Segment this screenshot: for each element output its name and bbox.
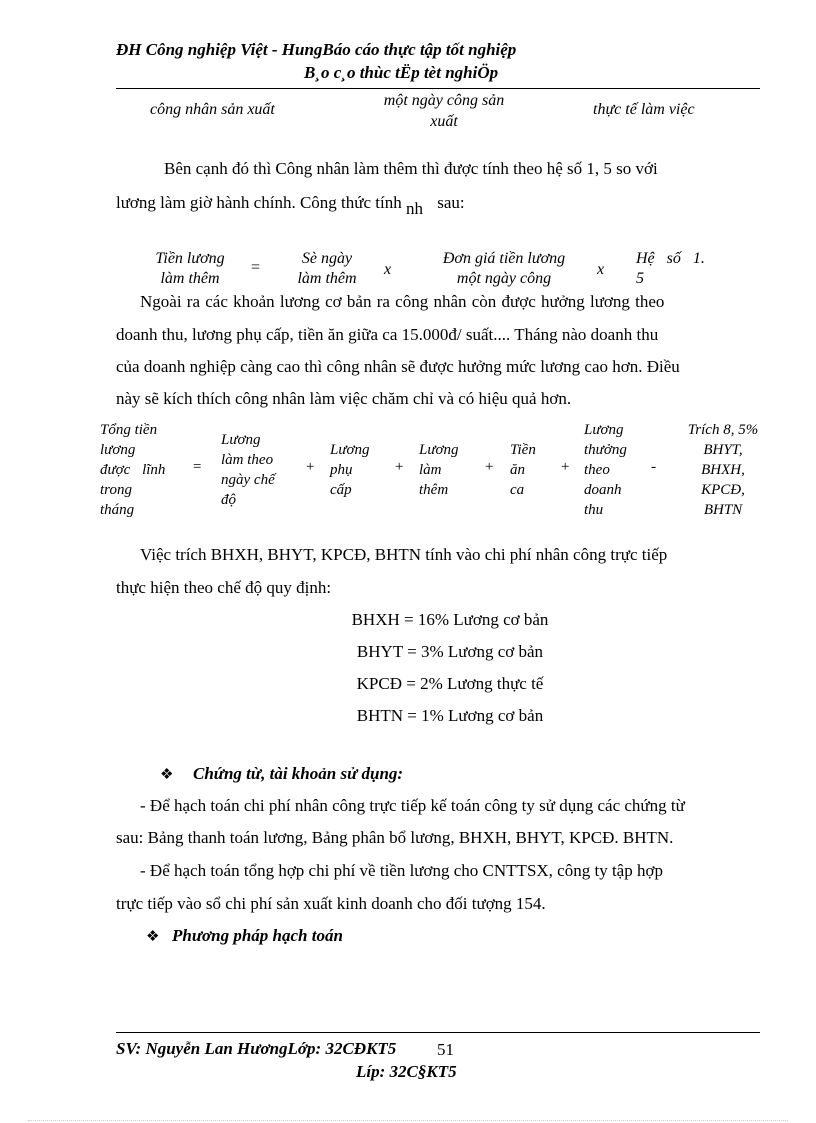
para3-line1: Việc trích BHXH, BHYT, KPCĐ, BHTN tính vào chi phí nhân công trực tiếp: [140, 545, 668, 564]
f2-t6-l1: Lương: [584, 422, 624, 438]
f2-t3-l1: Lương: [330, 442, 370, 458]
f2-t6-l5: thu: [584, 502, 604, 518]
rate-kpcd: KPCĐ = 2% Lương thực tế: [356, 674, 544, 693]
f2-t7-l2: BHYT,: [703, 442, 743, 458]
top-row-col1: công nhân sản xuất: [150, 101, 275, 118]
para4-line1: - Để hạch toán chi phí nhân công trực tiếp kế toán công ty sử dụng các chứng từ: [140, 796, 685, 815]
f2-t7-l5: BHTN: [703, 502, 743, 518]
f2-working-day-salary: [221, 430, 297, 510]
para2-line4: này sẽ kích thích công nhân làm việc chăm chỉ và có hiệu quả hơn.: [116, 389, 572, 408]
f2-t5-l3: ca: [510, 482, 525, 498]
diamond-bullet-icon: ❖: [160, 767, 174, 783]
f1-equals: =: [251, 259, 261, 276]
f1-term2-line2: làm thêm: [297, 270, 357, 287]
para2-line2: doanh thu, lương phụ cấp, tiền ăn giữa ca 15.000đ/ suất.... Tháng nào doanh thu: [116, 325, 659, 344]
f1-term1-line2: làm thêm: [160, 270, 220, 287]
f2-t1-l2: lương: [100, 442, 136, 458]
para4-line4: trực tiếp vào sổ chi phí sản xuất kinh doanh cho đối tượng 154.: [116, 894, 546, 913]
para1-line2-b: nh: [405, 199, 423, 218]
top-row-col2a: một ngày công sản: [383, 92, 505, 109]
f2-t2-l1: Lương: [221, 432, 261, 448]
header-rule: [116, 88, 760, 89]
f1-term3-line1: Đơn giá tiền lương: [442, 250, 566, 267]
f2-t5-l2: ăn: [510, 462, 525, 478]
f2-plus3: +: [484, 459, 495, 475]
rate-bhxh: BHXH = 16% Lương cơ bản: [351, 610, 549, 629]
f1-times1: x: [384, 261, 392, 278]
rate-bhyt: BHYT = 3% Lương cơ bản: [356, 642, 544, 661]
top-row-col3: thực tế làm việc: [593, 101, 695, 118]
section-heading-method: Phương pháp hạch toán: [172, 926, 343, 945]
para1-line2-c: sau:: [437, 193, 465, 212]
f2-t1-l5: tháng: [100, 502, 135, 518]
f2-t6-l4: doanh: [584, 482, 622, 498]
f2-total-salary: [100, 420, 184, 520]
f2-allowance: [330, 440, 370, 500]
f2-t1-l4: trong: [100, 482, 132, 498]
f2-overtime: [419, 440, 459, 500]
header-title: ĐH Công nghiệp Việt - HungBáo cáo thực tập tốt nghiệp: [116, 40, 517, 59]
para4-line3: - Để hạch toán tổng hợp chi phí về tiền lương cho CNTTSX, công ty tập hợp: [140, 861, 663, 880]
f2-equals: =: [192, 459, 203, 475]
para2-line1: Ngoài ra các khoản lương cơ bản ra công nhân còn được hưởng lương theo: [140, 292, 665, 311]
f2-t7-l3: BHXH,: [701, 462, 745, 478]
f2-t2-l4: độ: [221, 492, 236, 508]
f2-t4-l1: Lương: [419, 442, 459, 458]
f2-t1-l1: Tổng tiền: [100, 422, 158, 438]
top-row-col2b: xuất: [430, 113, 458, 130]
f2-t1-l3: được lĩnh: [100, 462, 166, 478]
f2-t4-l2: làm: [419, 462, 442, 478]
f1-term1-line1: Tiền lương: [155, 250, 225, 267]
section-heading-documents: Chứng từ, tài khoản sử dụng:: [193, 764, 404, 783]
f2-t2-l2: làm theo: [221, 452, 274, 468]
f2-t3-l2: phụ: [330, 462, 353, 478]
f1-term2-line1: Sè ngày: [301, 250, 353, 267]
para2-line3: của doanh nghiệp càng cao thì công nhân sẽ được hưởng mức lương cao hơn. Điều: [116, 357, 680, 376]
f2-t7-l4: KPCĐ,: [701, 482, 745, 498]
para1-line2: [116, 193, 465, 218]
page-edge-line: [28, 1120, 788, 1121]
f2-t5-l1: Tiền: [510, 442, 536, 458]
f2-minus: -: [651, 459, 656, 475]
para4-line2: sau: Bảng thanh toán lương, Bảng phân bổ lương, BHXH, BHYT, KPCĐ. BHTN.: [116, 828, 674, 847]
footer-rule: [116, 1032, 760, 1033]
header-subtitle: B¸o c¸o thùc tËp tèt nghiÖp: [304, 63, 499, 82]
f2-plus1: +: [305, 459, 316, 475]
f2-deductions: [676, 420, 770, 520]
diamond-bullet-icon: ❖: [146, 929, 160, 945]
footer-student: SV: Nguyễn Lan HươngLớp: 32CĐKT5: [116, 1039, 397, 1058]
f2-t2-l3: ngày chế: [221, 472, 275, 488]
f2-t6-l3: theo: [584, 462, 610, 478]
f2-t4-l3: thêm: [419, 482, 449, 498]
para3-line2: thực hiện theo chế độ quy định:: [116, 578, 332, 597]
para1-line1: Bên cạnh đó thì Công nhân làm thêm thì được tính theo hệ số 1, 5 so với: [164, 159, 658, 178]
f2-meal: [510, 440, 536, 500]
f2-t7-l1: Trích 8, 5%: [687, 422, 759, 438]
f1-term4-line1: Hệ số 1.: [636, 250, 705, 267]
para1-line2-a: lương làm giờ hành chính. Công thức tính: [116, 193, 402, 212]
f1-times2: x: [597, 261, 605, 278]
f2-t3-l3: cấp: [330, 482, 352, 498]
f2-t6-l2: thưởng: [584, 442, 627, 458]
f2-plus4: +: [560, 459, 571, 475]
footer-class: Líp: 32C§KT5: [356, 1062, 457, 1081]
f1-term4-line2: 5: [636, 270, 644, 287]
f2-revenue-bonus: [584, 420, 627, 520]
f2-plus2: +: [394, 459, 405, 475]
page-number: 51: [437, 1040, 454, 1059]
f1-term3-line2: một ngày công: [456, 270, 552, 287]
rate-bhtn: BHTN = 1% Lương cơ bản: [356, 706, 544, 725]
